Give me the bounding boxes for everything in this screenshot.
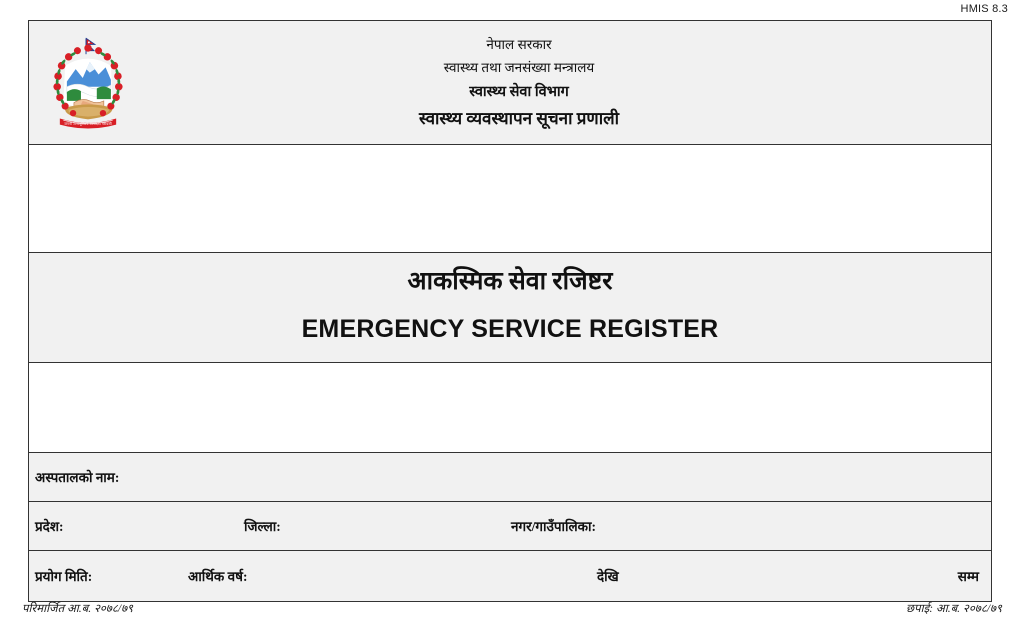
emblem-cell <box>29 31 147 135</box>
municipality-label: नगर/गाउँपालिका: <box>511 519 597 534</box>
register-title-english: EMERGENCY SERVICE REGISTER <box>301 315 719 343</box>
hospital-name-label: अस्पतालको नाम: <box>35 470 120 485</box>
to-label: सम्म <box>957 569 979 584</box>
register-title-row <box>29 253 991 363</box>
province-label: प्रदेश: <box>35 519 64 534</box>
use-date-label: प्रयोग मिति: <box>35 569 93 584</box>
date-range-row[interactable] <box>29 551 991 601</box>
gov-line-country: नेपाल सरकार <box>486 36 552 52</box>
fiscal-year-label: आर्थिक वर्ष: <box>188 569 248 584</box>
blank-band-lower <box>29 363 991 453</box>
hmis-version-label: HMIS 8.3 <box>960 3 1008 15</box>
svg-text:जननी जन्मभूमिश्च स्वर्गादपि गर: जननी जन्मभूमिश्च स्वर्गादपि गरीयसी <box>64 121 112 126</box>
footer-revised-label: परिमार्जित आ.ब. २०७८/७९ <box>22 603 134 615</box>
gov-line-department: स्वास्थ्य सेवा विभाग <box>469 83 569 100</box>
from-label: देखि <box>597 569 619 584</box>
footer-printed-label: छपाई: आ.ब. २०७८/७९ <box>906 603 1002 615</box>
gov-line-system: स्वास्थ्य व्यवस्थापन सूचना प्रणाली <box>418 109 620 129</box>
district-label: जिल्ला: <box>244 519 281 534</box>
government-header-row <box>29 21 991 145</box>
government-header-lines <box>147 38 991 128</box>
blank-band-upper <box>29 145 991 253</box>
nepal-government-emblem-icon <box>44 35 132 135</box>
hospital-name-row[interactable] <box>29 453 991 502</box>
register-title-nepali: आकस्मिक सेवा रजिष्टर <box>407 268 613 295</box>
location-row[interactable] <box>29 502 991 551</box>
register-form-table <box>28 20 992 602</box>
gov-line-ministry: स्वास्थ्य तथा जनसंख्या मन्त्रालय <box>443 60 595 76</box>
